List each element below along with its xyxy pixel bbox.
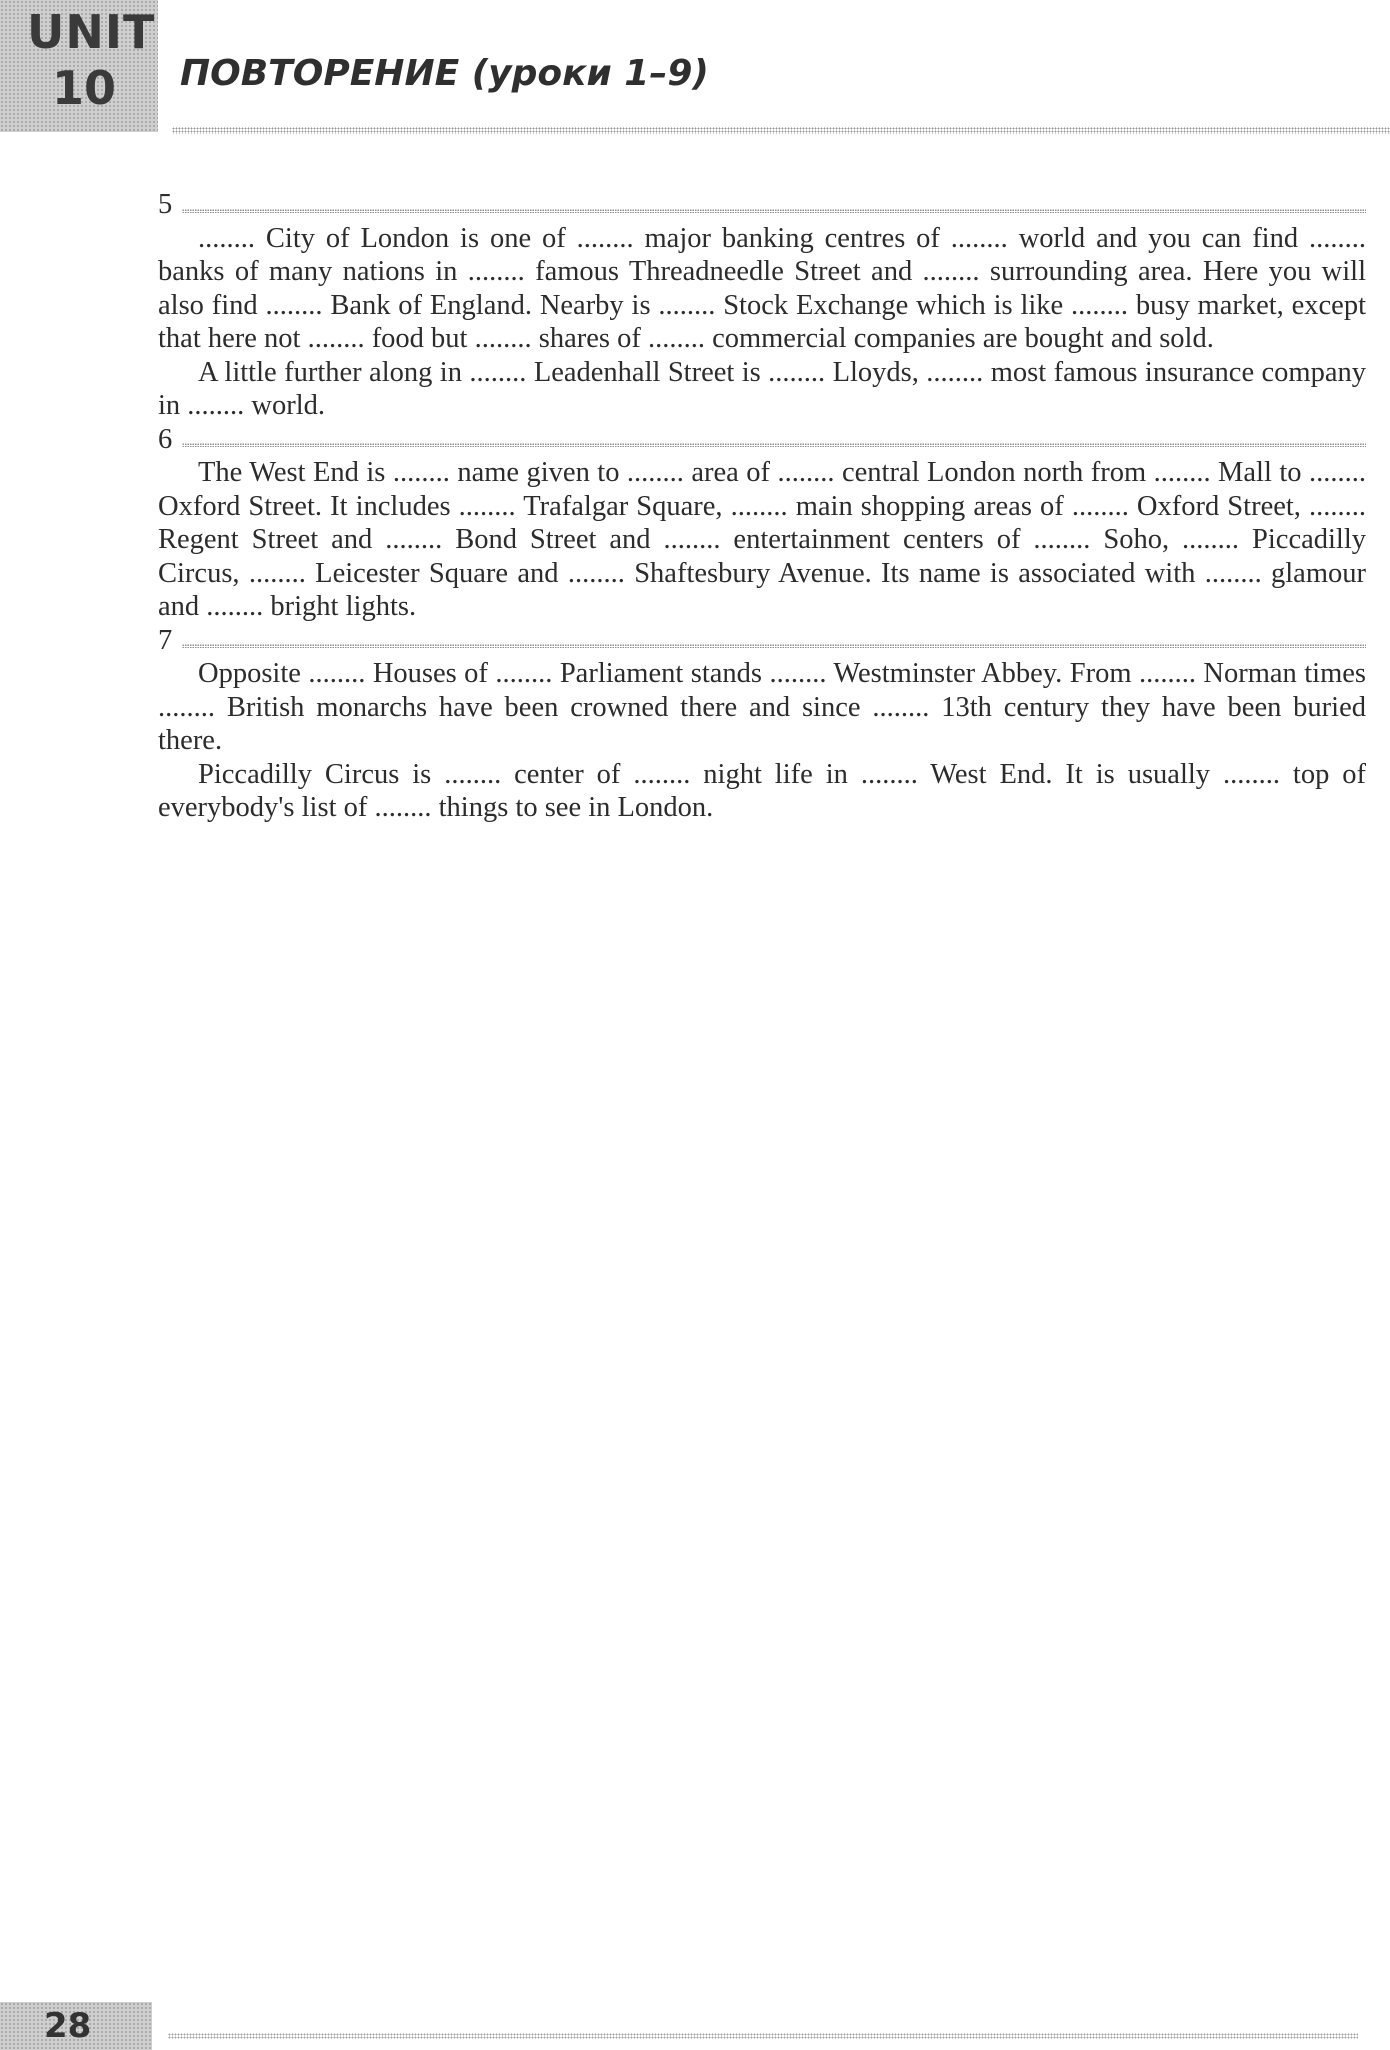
page-number-badge — [0, 2002, 152, 2050]
unit-number: 10 — [52, 61, 117, 115]
page-title: ПОВТОРЕНИЕ (уроки 1–9) — [180, 53, 709, 94]
exercise-paragraph: Opposite ........ Houses of ........ Parliament stands ........ Westminster Abbey. From ........ Norman times ........ British monarchs have been crowned there and since ........ 13th century they have been buried there. — [158, 658, 1366, 756]
unit-badge — [0, 0, 158, 132]
exercise-number: 7 — [158, 624, 173, 656]
header-divider — [172, 127, 1390, 134]
page-number: 28 — [44, 2006, 92, 2046]
exercise-divider — [182, 443, 1366, 447]
exercise-6 — [158, 423, 1366, 624]
exercise-7 — [158, 624, 1366, 825]
footer-divider — [168, 2033, 1358, 2039]
exercise-paragraph: The West End is ........ name given to ........ area of ........ central London north from ........ Mall to ........ Oxford Street. It includes ........ Trafalgar Square, ........ main shopping areas of ........ Oxford Street, ........ Regent Street and ........ Bond Street and ........ entertainment centers of ........ Soho, ........ Piccadilly Circus, ........ Leicester Square and ........ Shaftesbury Avenue. Its name is associated with ........ glamour and ........ bright lights. — [158, 457, 1366, 622]
exercise-header — [158, 188, 1366, 222]
exercise-divider — [182, 209, 1366, 213]
exercise-5 — [158, 188, 1366, 423]
unit-label: UNIT — [27, 5, 156, 59]
exercises-content — [158, 188, 1366, 825]
exercise-number: 5 — [158, 189, 173, 220]
exercise-paragraph: Piccadilly Circus is ........ center of ........ night life in ........ West End. It is usually ........ top of everybody's list of ........ things to see in London. — [158, 758, 1366, 823]
exercise-divider — [182, 644, 1366, 648]
exercise-header — [158, 423, 1366, 457]
exercise-paragraph: A little further along in ........ Leadenhall Street is ........ Lloyds, ........ most famous insurance company in ........ world. — [158, 356, 1366, 421]
exercise-paragraph: ........ City of London is one of ........ major banking centres of ........ world and you can find ........ banks of many nations in ........ famous Threadneedle Street and ........ surrounding area. Here you will also find ........ Bank of England. Nearby is ........ Stock Exchange which is like ........ busy market, except that here not ........ food but ........ shares of ........ commercial companies are bought and sold. — [158, 222, 1366, 354]
exercise-number: 6 — [158, 423, 173, 455]
exercise-header — [158, 624, 1366, 658]
